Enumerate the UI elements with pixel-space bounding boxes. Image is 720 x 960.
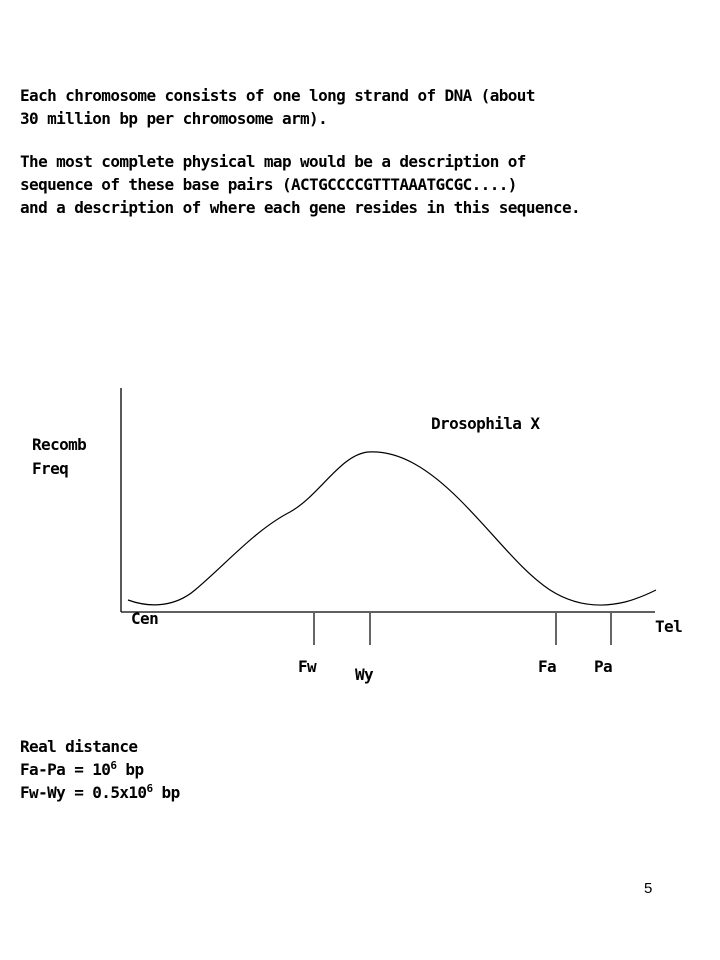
y-label-line-1: Recomb <box>32 435 87 454</box>
marker-label-fa: Fa <box>538 657 557 676</box>
recombination-curve <box>128 452 656 605</box>
tel-label: Tel <box>655 617 683 636</box>
marker-label-wy: Wy <box>355 665 374 684</box>
graph-title: Drosophila X <box>431 414 540 433</box>
marker-label-pa: Pa <box>594 657 613 676</box>
page-number: 5 <box>644 880 653 897</box>
fa-pa-distance: $Fa-Pa = 10^6$ bp <box>20 759 144 779</box>
marker-label-fw: Fw <box>298 657 317 676</box>
fw-wy-distance: $Fw-Wy = 0.5x10^6$ bp <box>20 782 180 802</box>
intro-paragraph-1: Each chromosome consists of one long strand of DNA (about 30 million bp per chromosome arm). <box>20 86 535 128</box>
intro-paragraph-2: The most complete physical map would be a description of sequence of these base pairs (ACTGCCCCGTTTAAATGCGC....) and a description of where each gene resides in this sequence. <box>20 152 581 217</box>
real-distance-heading: Real distance <box>20 737 138 756</box>
cen-label: Cen <box>131 609 159 628</box>
real-distance-block <box>20 735 180 804</box>
y-label-line-2: Freq <box>32 459 69 478</box>
